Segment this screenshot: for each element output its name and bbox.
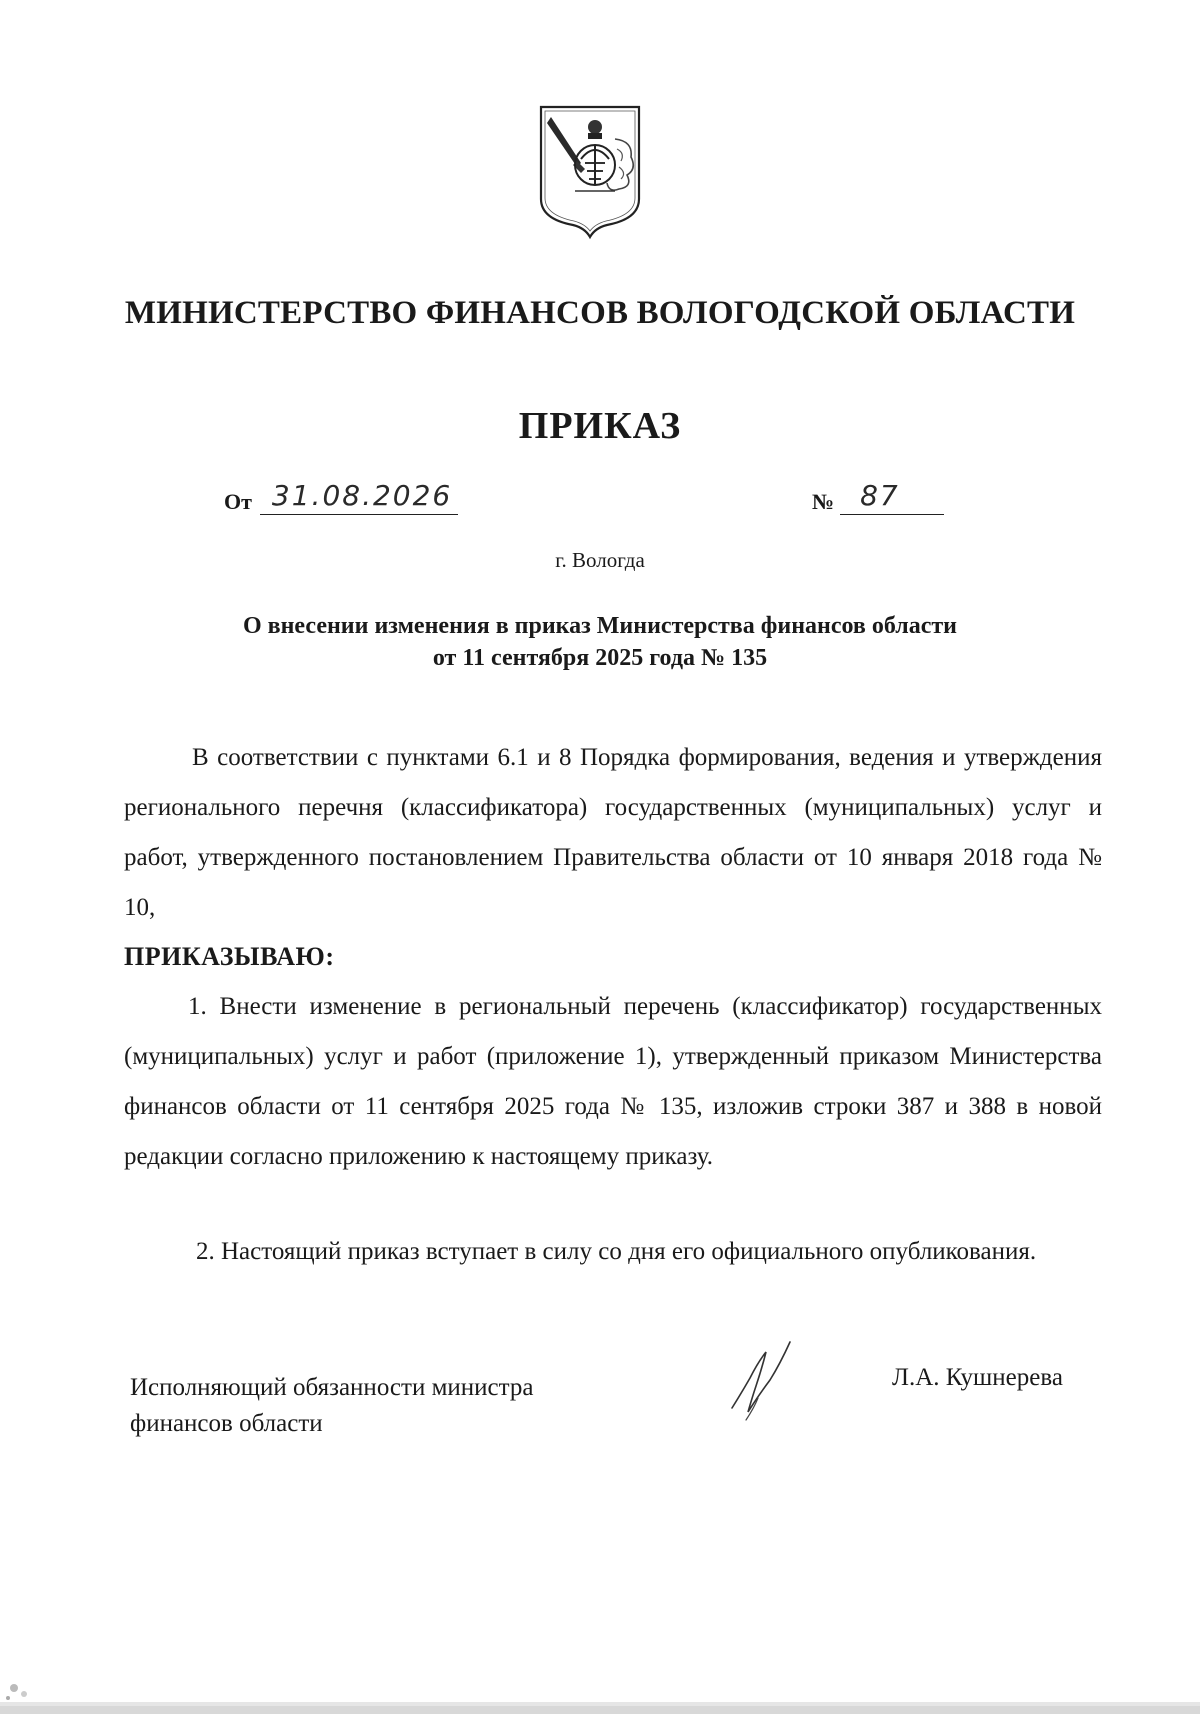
vologda-coat-of-arms-icon: [537, 103, 643, 241]
preamble-paragraph: В соответствии с пунктами 6.1 и 8 Порядка формирования, ведения и утверждения регионального перечня (классификатора) государственных (муниципальных) услуг и работ, утвержденного постановлением Правительства области от 10 января 2018 года № 10,: [124, 744, 1102, 921]
number-label: №: [812, 489, 835, 514]
number-field: [840, 479, 944, 515]
order-item-1: 1. Внести изменение в региональный перечень (классификатор) государственных (муниципальных) услуг и работ (приложение 1), утвержденный приказом Министерства финансов области от 11 сентября 2025 года № 135, изложив строки 387 и 388 в новой редакции согласно приложению к настоящему приказу.: [124, 993, 1102, 1170]
order-date-line: [224, 479, 458, 515]
ministry-name: МИНИСТЕРСТВО ФИНАНСОВ ВОЛОГОДСКОЙ ОБЛАСТИ: [124, 295, 1076, 331]
handwritten-signature-icon: [728, 1338, 794, 1424]
document-type-title: ПРИКАЗ: [518, 405, 682, 447]
date-field: [260, 479, 458, 515]
scan-edge-noise: [0, 1680, 1200, 1714]
order-item-2: 2. Настоящий приказ вступает в силу со дня его официального опубликования.: [196, 1238, 1037, 1265]
position-line-1: Исполняющий обязанности министра: [130, 1374, 534, 1401]
date-handwritten-value: 31.08.2026: [271, 479, 453, 512]
subject-line-1: О внесении изменения в приказ Министерства финансов области: [242, 613, 958, 639]
position-line-2: финансов области: [130, 1410, 323, 1437]
order-subject: [0, 610, 1200, 674]
order-number-line: [812, 479, 944, 515]
number-handwritten-value: 87: [860, 479, 900, 512]
city-label: г. Вологда: [555, 548, 645, 572]
orders-heading: ПРИКАЗЫВАЮ:: [124, 942, 335, 971]
signatory-name: Л.А. Кушнерева: [892, 1364, 1063, 1391]
subject-line-2: от 11 сентября 2025 года № 135: [432, 645, 768, 671]
date-label: От: [224, 489, 252, 514]
signatory-position: [130, 1370, 533, 1442]
